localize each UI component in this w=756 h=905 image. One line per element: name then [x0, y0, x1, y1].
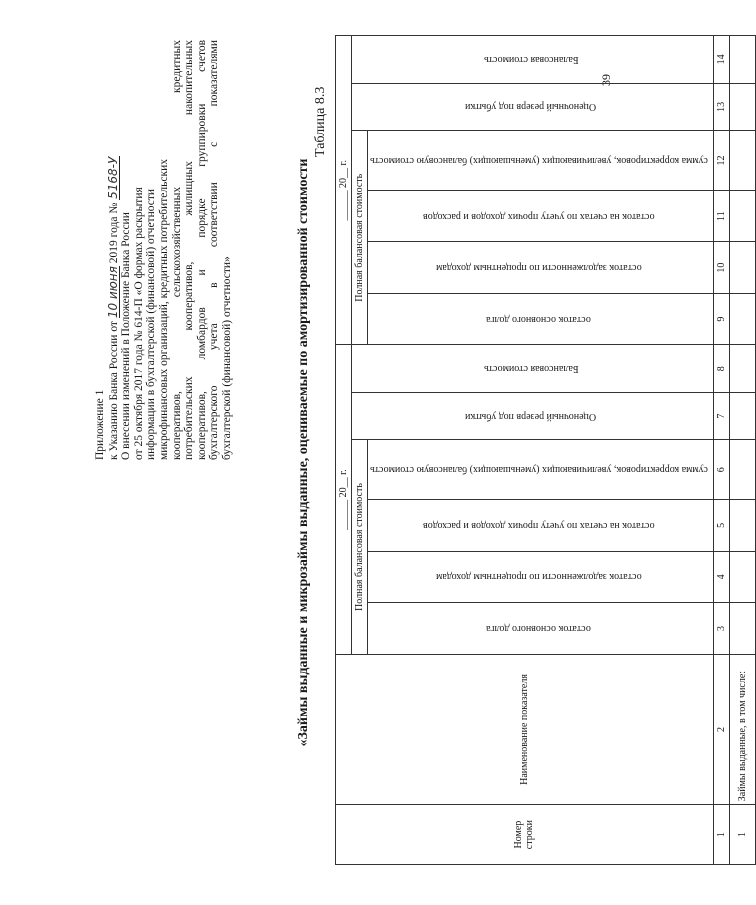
loans-table — [335, 35, 756, 865]
carrying-1: Балансовая стоимость — [352, 345, 714, 393]
gross-value-2: Полная балансовая стоимость — [352, 131, 368, 345]
col-num: 3 — [713, 603, 729, 655]
col-row-number: Номер строки — [336, 805, 714, 865]
col-num: 6 — [713, 440, 729, 500]
carrying-2: Балансовая стоимость — [352, 36, 714, 84]
header-line: микрофинансовых организаций, кредитных потребительских — [157, 159, 170, 460]
principal-2: остаток основного долга — [368, 293, 714, 345]
header-line: О внесении изменений в Положение Банка России — [120, 212, 133, 460]
principal-1: остаток основного долга — [368, 603, 714, 655]
col-indicator: Наименование показателя — [336, 654, 714, 805]
header-line: бухгалтерской (финансовой) отчетности» — [220, 256, 233, 460]
gross-value-1: Полная балансовая стоимость — [352, 440, 368, 654]
header-line: потребительских кооперативов, жилищных накопительных — [183, 40, 196, 460]
col-num: 7 — [713, 392, 729, 439]
impairment-1: Оценочный резерв под убытки — [352, 392, 714, 439]
col-num: 2 — [713, 654, 729, 805]
period-1: ______ 20__ г. — [336, 345, 352, 654]
col-num: 11 — [713, 190, 729, 242]
row-label: Займы выданные, в том числе: — [729, 654, 755, 805]
period-2: ______ 20__ г. — [336, 36, 352, 345]
col-num: 5 — [713, 500, 729, 552]
row-number: 1 — [729, 805, 755, 865]
header-line: кооперативов, сельскохозяйственных кредитных — [170, 40, 183, 460]
appendix-header — [94, 40, 234, 460]
table-row — [729, 36, 755, 865]
header-line: бухгалтерского учета в соответствии с показателями — [208, 40, 221, 460]
interest-2: остаток задолженности по процентным доходам — [368, 242, 714, 294]
other-income-2: остаток на счетах по учету прочих доходов и расходов — [368, 190, 714, 242]
header-line: Приложение 1 — [94, 389, 106, 460]
header-decree-line: к Указанию Банка России от 10 июня 2019 года № 5168-У — [105, 156, 120, 460]
adjustment-2: сумма корректировок, увеличивающих (уменьшающих) балансовую стоимость — [368, 131, 714, 191]
col-num: 8 — [713, 345, 729, 393]
handwritten-date: 10 июня — [105, 266, 120, 319]
header-line: кооперативов, ломбардов и порядке группировки счетов — [195, 40, 208, 460]
col-num: 12 — [713, 131, 729, 191]
header-row-years — [336, 36, 352, 865]
col-num: 4 — [713, 551, 729, 603]
col-num: 13 — [713, 83, 729, 130]
header-line: информации в бухгалтерской (финансовой) отчетности — [145, 188, 158, 460]
header-line: от 25 октября 2017 года № 614-П «О формах раскрытия — [132, 187, 145, 460]
col-num: 1 — [713, 805, 729, 865]
col-num: 14 — [713, 36, 729, 84]
handwritten-number: 5168-У — [105, 156, 120, 199]
adjustment-1: сумма корректировок, увеличивающих (уменьшающих) балансовую стоимость — [368, 440, 714, 500]
interest-1: остаток задолженности по процентным доходам — [368, 551, 714, 603]
other-income-1: остаток на счетах по учету прочих доходов и расходов — [368, 500, 714, 552]
table-title: «Займы выданные и микрозаймы выданные, оцениваемые по амортизированной стоимости — [296, 158, 311, 747]
col-num: 10 — [713, 242, 729, 294]
table-label: Таблица 8.3 — [313, 86, 328, 157]
col-num: 9 — [713, 293, 729, 345]
column-number-row — [713, 36, 729, 865]
impairment-2: Оценочный резерв под убытки — [352, 83, 714, 130]
page-number: 39 — [599, 74, 613, 86]
